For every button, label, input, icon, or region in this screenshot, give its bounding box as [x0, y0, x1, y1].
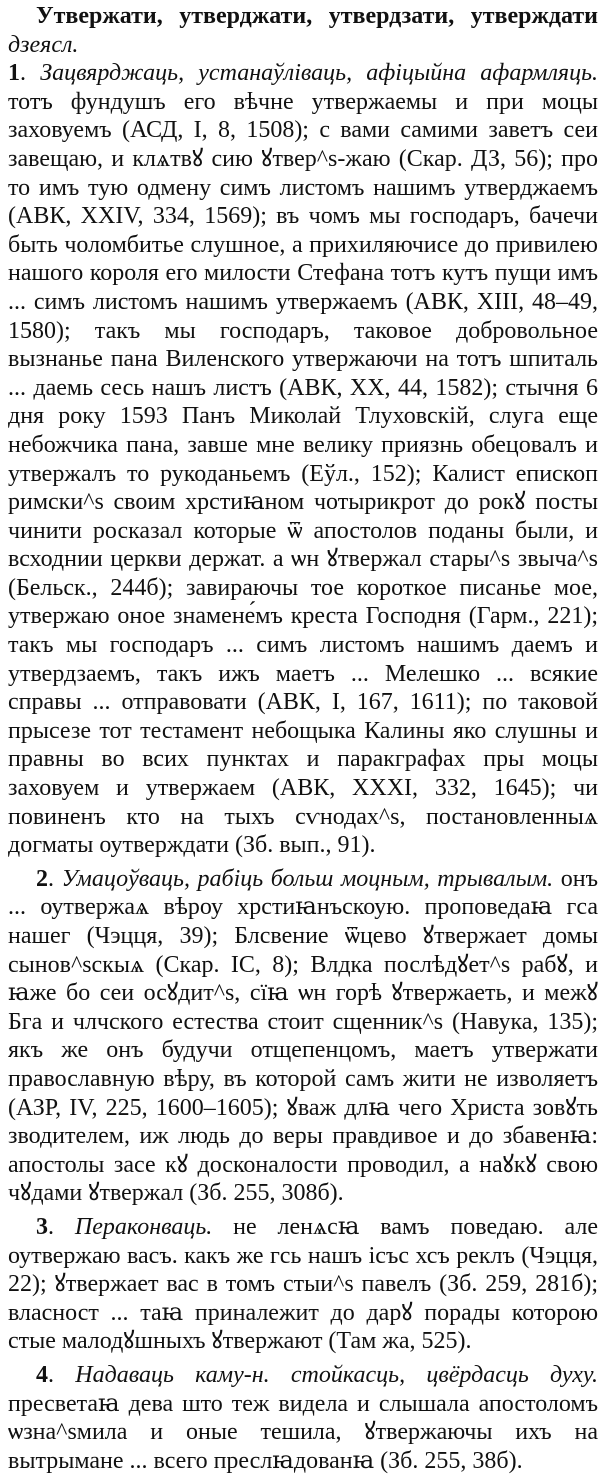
sense-citations: онъ ... оутвержаѧ вѣроу хрстиꙗнъскоую. проповедаꙗ гса нашег (Чэцця, 39); Блсвение ѿцево ꙋтвержает домы сынов^sскыѧ (Скар. ІС, 8); Влдка послѣдꙋет^s рабꙋ, и ꙗже бо сеи осꙋдит^s, сїꙗ ѡн горѣ ꙋтвержаеть, и межꙋ Бга и члчского естества стоит сщенник^s (Навука, 135); якъ же онъ будучи отщепенцомъ, маетъ утвержати православную вѣру, въ которой самъ жити не изволяетъ (АЗР, IV, 225, 1600–1605); ꙋваж длꙗ чего Христа зовꙋть зводителем, иж людь до веры правдивое и до збавенꙗ: апостолы засе кꙋ досконалости проводил, а наꙋкꙋ свою чꙋдами ꙋтвержал (Зб. 255, 308б).: [8, 865, 598, 1207]
sense-definition: Зацвярджаць, устанаўліваць, афіцыйна афармляць.: [40, 60, 598, 87]
sense-number: 3: [36, 1213, 48, 1240]
entry-sense-4: 4. Надаваць каму-н. стойкасць, цвёрдасць духу. пресветаꙗ дева што теж видела и слышала апостоломъ ѡзна^sмила и оные тешила, ꙋтвержаючы ихъ на вытрымане ... всего преслꙗдованꙗ (Зб. 255, 38б).: [8, 1361, 598, 1474]
entry-sense-3: 3. Пераконваць. не ленѧсꙗ вамъ поведаю. але оутвержаю васъ. какъ же гсь нашъ ісъс хсъ реклъ (Чэцця, 22); ꙋтвержает вас в томъ стыи^s павелъ (Зб. 259, 281б); власност ... таꙗ приналежит до дарꙋ порады которою стые малодꙋшныхъ ꙋтвержают (Там жа, 525).: [8, 1213, 598, 1355]
part-of-speech: дзеясл.: [8, 31, 79, 58]
sense-citations: тотъ фундушъ его вѣчне утвержаемы и при моцы заховуемъ (АСД, I, 8, 1508); с вами самими заветъ сеи завещаю, и клѧтвꙋ сию ꙋтвер^s-жаю (Скар. ДЗ, 56); про то имъ тую одмену симъ листомъ нашимъ утверджаемъ (АВК, XXIV, 334, 1569); въ чомъ мы господаръ, бачечи быть чоломбитье слушное, а прихиляючисе до привилею нашого короля его милости Стефана тотъ кутъ пущи имъ ... симъ листомъ нашимъ утвержаемъ (АВК, XIII, 48–49, 1580); такъ мы господаръ, таковое добровольное вызнанье пана Виленского утвержаючи на тотъ шпиталь ... даемь сесь нашъ листъ (АВК, XX, 44, 1582); стычня 6 дня року 1593 Панъ Миколай Тлуховскій, слуга еще небожчика пана, завше мне велику приязнь обецовалъ и утвержалъ то рукоданьемъ (Еўл., 152); Калист епископ римски^s своим хрстиꙗном чотырикрот до рокꙋ посты чинити росказал которые ѿ апостолов поданы были, и всходнии церкви держат. а ѡн ꙋтвержал стары^s звыча^s (Бельск., 244б); завираючы тое короткое писанье мое, утвержаю оное знамене́мъ креста Господня (Гарм., 221); такъ мы господаръ ... симъ листомъ нашимъ даемъ и утвердзаемъ, такъ ижъ маетъ ... Мелешко ... всякие справы ... отправовати (АВК, I, 167, 1611); по таковой прысезе тот тестамент небощыка Калины яко слушны и правны во всих пунктах и паракграфах пры моцы заховуем и утвержаем (АВК, XXXI, 332, 1645); чи повиненъ кто на тыхъ сѵнодах^s, постановленныѧ догматы оутверждати (Зб. вып., 91).: [8, 88, 598, 859]
sense-number: 1: [8, 60, 20, 87]
sense-number: 4: [36, 1361, 48, 1388]
sense-definition: Умацоўваць, рабіць больш моцным, трывалым.: [61, 865, 554, 892]
entry-sense-2: 2. Умацоўваць, рабіць больш моцным, трывалым. онъ ... оутвержаѧ вѣроу хрстиꙗнъскоую. проповедаꙗ гса нашег (Чэцця, 39); Блсвение ѿцево ꙋтвержает домы сынов^sскыѧ (Скар. ІС, 8); Влдка послѣдꙋет^s рабꙋ, и ꙗже бо сеи осꙋдит^s, сїꙗ ѡн горѣ ꙋтвержаеть, и межꙋ Бга и члчского естества стоит сщенник^s (Навука, 135); якъ же онъ будучи отщепенцомъ, маетъ утвержати православную вѣру, въ которой самъ жити не изволяетъ (АЗР, IV, 225, 1600–1605); ꙋваж длꙗ чего Христа зовꙋть зводителем, иж людь до веры правдивое и до збавенꙗ: апостолы засе кꙋ досконалости проводил, а наꙋкꙋ свою чꙋдами ꙋтвержал (Зб. 255, 308б).: [8, 865, 598, 1207]
sense-number: 2: [36, 865, 48, 892]
sense-citations: не ленѧсꙗ вамъ поведаю. але оутвержаю васъ. какъ же гсь нашъ ісъс хсъ реклъ (Чэцця, 22); ꙋтвержает вас в томъ стыи^s павелъ (Зб. 259, 281б); власност ... таꙗ приналежит до дарꙋ порады которою стые малодꙋшныхъ ꙋтвержают (Там жа, 525).: [8, 1213, 598, 1355]
entry-sense-1: Утвержати, утверджати, утвердзати, утверждати дзеясл. 1. Зацвярджаць, устанаўліваць, афіцыйна афармляць. тотъ фундушъ его вѣчне утвержаемы и при моцы заховуемъ (АСД, I, 8, 1508); с вами самими заветъ сеи завещаю, и клѧтвꙋ сию ꙋтвер^s-жаю (Скар. ДЗ, 56); про то имъ тую одмену симъ листомъ нашимъ утверджаемъ (АВК, XXIV, 334, 1569); въ чомъ мы господаръ, бачечи быть чоломбитье слушное, а прихиляючисе до привилею нашого короля его милости Стефана тотъ кутъ пущи имъ ... симъ листомъ нашимъ утвержаемъ (АВК, XIII, 48–49, 1580); такъ мы господаръ, таковое добровольное вызнанье пана Виленского утвержаючи на тотъ шпиталь ... даемь сесь нашъ листъ (АВК, XX, 44, 1582); стычня 6 дня року 1593 Панъ Миколай Тлуховскій, слуга еще небожчика пана, завше мне велику приязнь обецовалъ и утвержалъ то рукоданьемъ (Еўл., 152); Калист епископ римски^s своим хрстиꙗном чотырикрот до рокꙋ посты чинити росказал которые ѿ апостолов поданы были, и всходнии церкви держат. а ѡн ꙋтвержал стары^s звыча^s (Бельск., 244б); завираючы тое короткое писанье мое, утвержаю оное знамене́мъ креста Господня (Гарм., 221); такъ мы господаръ ... симъ листомъ нашимъ даемъ и утвердзаемъ, такъ ижъ маетъ ... Мелешко ... всякие справы ... отправовати (АВК, I, 167, 1611); по таковой прысезе тот тестамент небощыка Калины яко слушны и правны во всих пунктах и паракграфах пры моцы заховуем и утвержаем (АВК, XXXI, 332, 1645); чи повиненъ кто на тыхъ сѵнодах^s, постановленныѧ догматы оутверждати (Зб. вып., 91).: [8, 3, 598, 859]
sense-citations: пресветаꙗ дева што теж видела и слышала апостоломъ ѡзна^sмила и оные тешила, ꙋтвержаючы ихъ на вытрымане ... всего преслꙗдованꙗ (Зб. 255, 38б).: [8, 1390, 598, 1474]
sense-definition: Надаваць каму-н. стойкасць, цвёрдасць духу.: [75, 1361, 598, 1388]
sense-definition: Пераконваць.: [74, 1213, 213, 1240]
headword: Утвержати, утверджати, утвердзати, утверждати: [36, 3, 598, 29]
